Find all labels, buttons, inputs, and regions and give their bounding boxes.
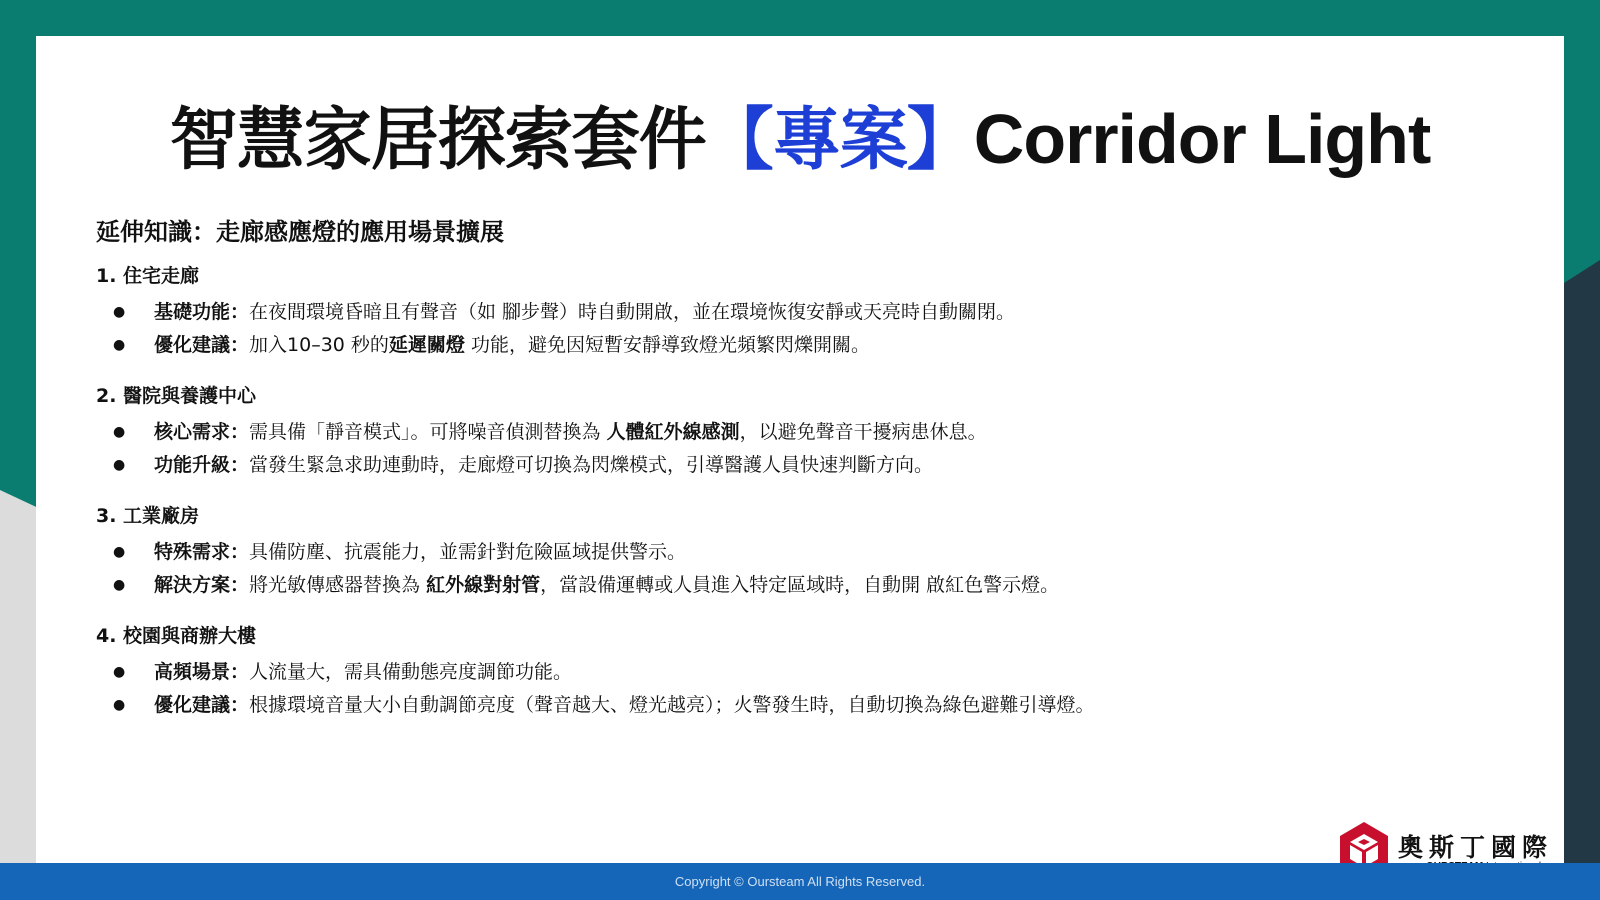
list-item bbox=[96, 536, 1496, 569]
copyright-text: Copyright © Oursteam All Rights Reserved. bbox=[674, 874, 926, 889]
bullet-list bbox=[96, 416, 1496, 482]
item-text-after: ，當設備運轉或人員進入特定區域時，自動開 啟紅色警示燈。 bbox=[540, 574, 1060, 596]
bullet-icon: ● bbox=[113, 697, 126, 713]
list-item bbox=[96, 329, 1496, 362]
list-item bbox=[96, 569, 1496, 602]
bullet-list bbox=[96, 296, 1496, 362]
item-label: 核心需求： bbox=[154, 421, 250, 443]
item-label: 特殊需求： bbox=[154, 541, 250, 563]
bullet-icon: ● bbox=[113, 424, 126, 440]
title-accent: 【專案】 bbox=[705, 101, 974, 180]
bullet-icon: ● bbox=[113, 337, 126, 353]
title-main: 智慧家居探索套件 bbox=[169, 101, 706, 180]
item-text: 加入10–30 秒的 bbox=[249, 334, 389, 356]
section-4 bbox=[96, 620, 1496, 722]
item-label: 基礎功能： bbox=[154, 301, 250, 323]
item-label: 優化建議： bbox=[154, 334, 250, 356]
item-label: 解決方案： bbox=[154, 574, 250, 596]
item-emphasis: 延遲關燈 bbox=[388, 334, 465, 356]
item-label: 功能升級： bbox=[154, 454, 250, 476]
bullet-icon: ● bbox=[113, 304, 126, 320]
bullet-list bbox=[96, 656, 1496, 722]
item-text-after: 功能，避免因短暫安靜導致燈光頻繁閃爍開關。 bbox=[464, 334, 870, 356]
section-title: 3. 工業廠房 bbox=[96, 505, 200, 527]
section-title: 4. 校園與商辦大樓 bbox=[96, 625, 257, 647]
slide-title bbox=[36, 94, 1564, 186]
item-text: 具備防塵、抗震能力，並需針對危險區域提供警示。 bbox=[249, 541, 687, 563]
list-item bbox=[96, 449, 1496, 482]
item-text: 根據環境音量大小自動調節亮度（聲音越大、燈光越亮）；火警發生時，自動切換為綠色避難引導燈。 bbox=[249, 694, 1095, 716]
bullet-icon: ● bbox=[113, 457, 126, 473]
item-label: 優化建議： bbox=[154, 694, 250, 716]
list-item bbox=[96, 656, 1496, 689]
item-text: 將光敏傳感器替換為 bbox=[249, 574, 427, 596]
content-heading: 延伸知識：走廊感應燈的應用場景擴展 bbox=[96, 218, 504, 246]
section-1 bbox=[96, 260, 1496, 362]
item-text: 需具備「靜音模式」。可將噪音偵測替換為 bbox=[249, 421, 607, 443]
item-text: 當發生緊急求助連動時，走廊燈可切換為閃爍模式，引導醫護人員快速判斷方向。 bbox=[249, 454, 934, 476]
bullet-icon: ● bbox=[113, 577, 126, 593]
slide-canvas bbox=[36, 36, 1564, 864]
item-emphasis: 紅外線對射管 bbox=[426, 574, 541, 596]
bullet-list bbox=[96, 536, 1496, 602]
section-2 bbox=[96, 380, 1496, 482]
item-label: 高頻場景： bbox=[154, 661, 250, 683]
logo-chinese-name: 奧斯丁國際 bbox=[1398, 833, 1554, 862]
item-emphasis: 人體紅外線感測 bbox=[606, 421, 740, 443]
section-3 bbox=[96, 500, 1496, 602]
list-item bbox=[96, 416, 1496, 449]
list-item bbox=[96, 296, 1496, 329]
list-item bbox=[96, 689, 1496, 722]
title-english: Corridor Light bbox=[973, 100, 1431, 178]
bullet-icon: ● bbox=[113, 544, 126, 560]
item-text: 人流量大，需具備動態亮度調節功能。 bbox=[249, 661, 573, 683]
bullet-icon: ● bbox=[113, 664, 126, 680]
footer-bar bbox=[0, 863, 1600, 900]
sections-container bbox=[96, 260, 1496, 722]
section-title: 2. 醫院與養護中心 bbox=[96, 385, 257, 407]
slide-content bbox=[96, 212, 1496, 740]
item-text: 在夜間環境昏暗且有聲音（如 腳步聲）時自動開啟，並在環境恢復安靜或天亮時自動關閉。 bbox=[249, 301, 1016, 323]
item-text-after: ，以避免聲音干擾病患休息。 bbox=[739, 421, 987, 443]
section-title: 1. 住宅走廊 bbox=[96, 265, 200, 287]
